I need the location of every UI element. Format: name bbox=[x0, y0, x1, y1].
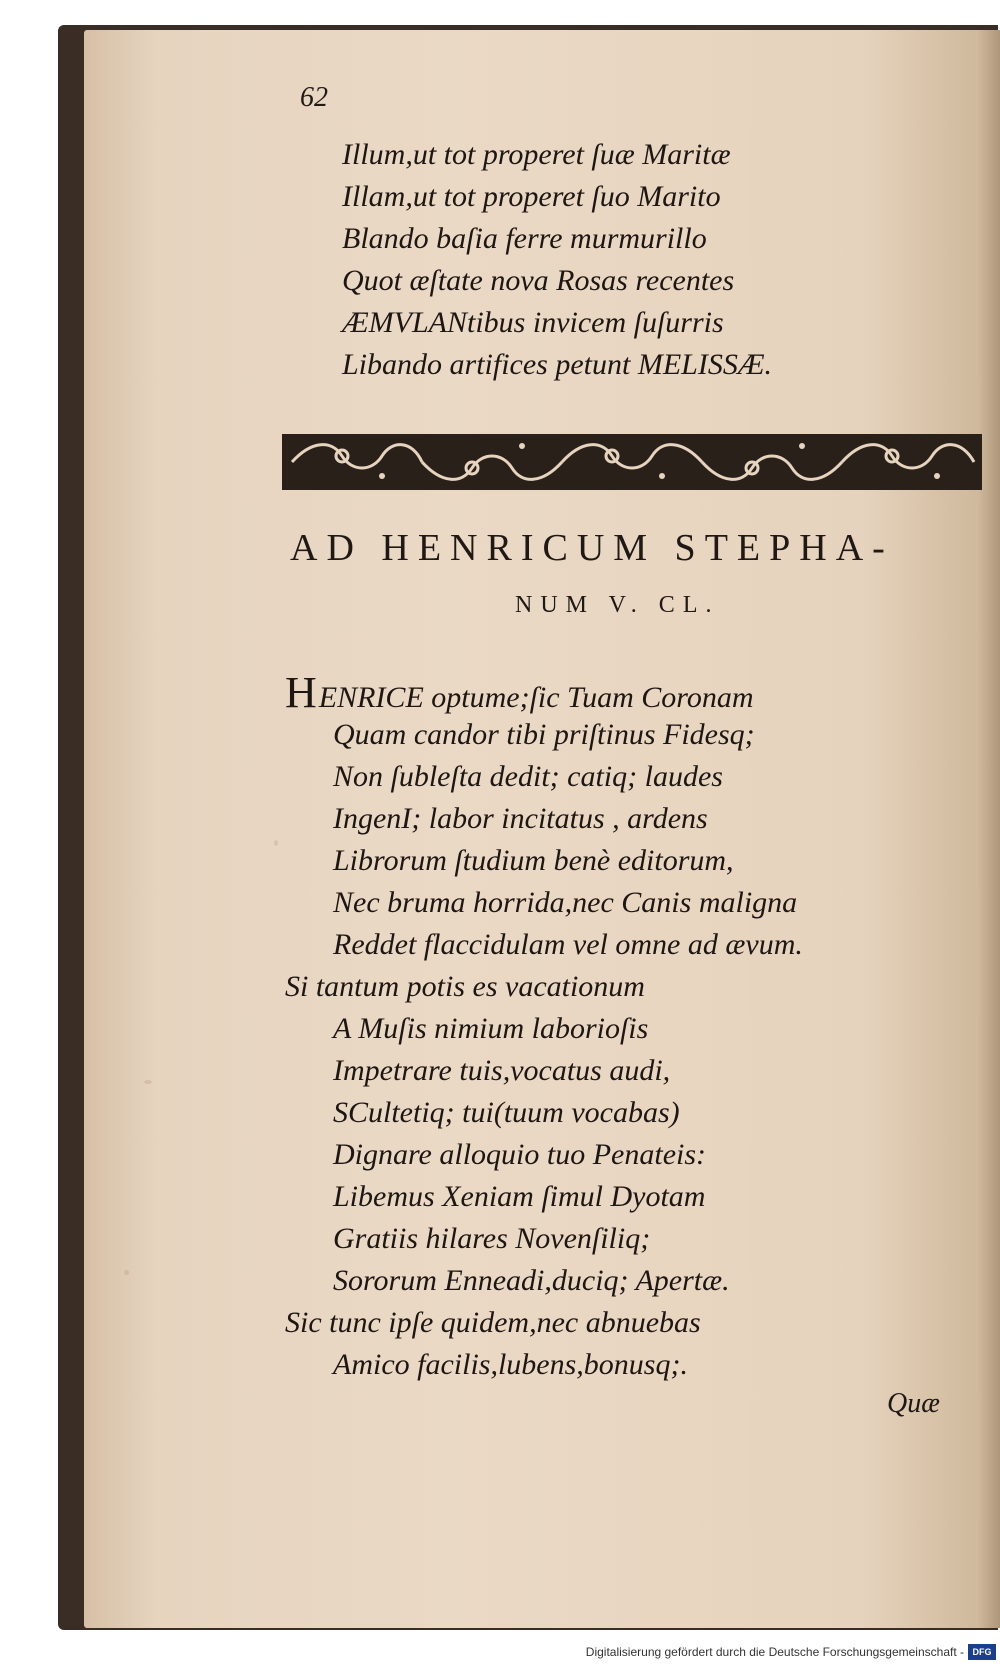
page-edge-shadow bbox=[978, 30, 1000, 1628]
poem-line: SCultetiq; tui(tuum vocabas) bbox=[333, 1096, 680, 1129]
poem-title: AD HENRICUM STEPHA- bbox=[290, 527, 894, 569]
footer-bar bbox=[0, 1642, 1000, 1666]
verse-line: Blando baſia ferre murmurillo bbox=[342, 222, 707, 255]
poem-line: Libemus Xeniam ſimul Dyotam bbox=[333, 1180, 706, 1213]
catchword: Quæ bbox=[887, 1388, 940, 1419]
poem-line: IngenI; labor incitatus , ardens bbox=[333, 802, 708, 835]
poem-line: A Muſis nimium laborioſis bbox=[333, 1012, 649, 1045]
poem-body bbox=[285, 668, 803, 1386]
dfg-logo: DFG bbox=[968, 1644, 996, 1660]
poem-line: Non ſubleſta dedit; catiq; laudes bbox=[333, 760, 723, 793]
poem-line: Quam candor tibi priſtinus Fidesq; bbox=[333, 718, 755, 751]
verse-line: Libando artifices petunt MELISSÆ. bbox=[342, 348, 772, 381]
top-verse-block bbox=[342, 134, 772, 386]
poem-line: Librorum ſtudium benè editorum, bbox=[333, 844, 734, 877]
poem-line: Impetrare tuis,vocatus audi, bbox=[333, 1054, 671, 1087]
first-line-text: ENRICE optume;ſic Tuam Coronam bbox=[318, 681, 754, 714]
verse-line: ÆMVLANtibus invicem ſuſurris bbox=[342, 306, 724, 339]
page-number: 62 bbox=[300, 82, 328, 113]
poem-line: Si tantum potis es vacationum bbox=[285, 970, 645, 1003]
verse-line: Illum,ut tot properet ſuæ Maritæ bbox=[342, 138, 731, 171]
poem-title-continuation: NUM V. CL. bbox=[515, 592, 720, 618]
paper-stain bbox=[144, 1080, 152, 1084]
poem-line: Amico facilis,lubens,bonusq;. bbox=[333, 1348, 688, 1381]
decorative-ornament-band bbox=[282, 426, 982, 498]
poem-line: Reddet flaccidulam vel omne ad ævum. bbox=[333, 928, 803, 961]
poem-line: Nec bruma horrida,nec Canis maligna bbox=[333, 886, 798, 919]
poem-line: Sic tunc ipſe quidem,nec abnuebas bbox=[285, 1306, 701, 1339]
poem-line: Sororum Enneadi,duciq; Apertæ. bbox=[333, 1264, 730, 1297]
verse-line: Illam,ut tot properet ſuo Marito bbox=[342, 180, 721, 213]
poem-line: Gratiis hilares Novenſiliq; bbox=[333, 1222, 651, 1255]
paper-stain bbox=[274, 840, 278, 846]
drop-capital: H bbox=[285, 668, 319, 717]
funding-credit: Digitalisierung gefördert durch die Deutsche Forschungsgemeinschaft - bbox=[585, 1645, 964, 1659]
verse-line: Quot æſtate nova Rosas recentes bbox=[342, 264, 735, 297]
poem-first-line bbox=[285, 668, 803, 717]
poem-line: Dignare alloquio tuo Penateis: bbox=[333, 1138, 707, 1171]
paper-stain bbox=[124, 1270, 129, 1275]
